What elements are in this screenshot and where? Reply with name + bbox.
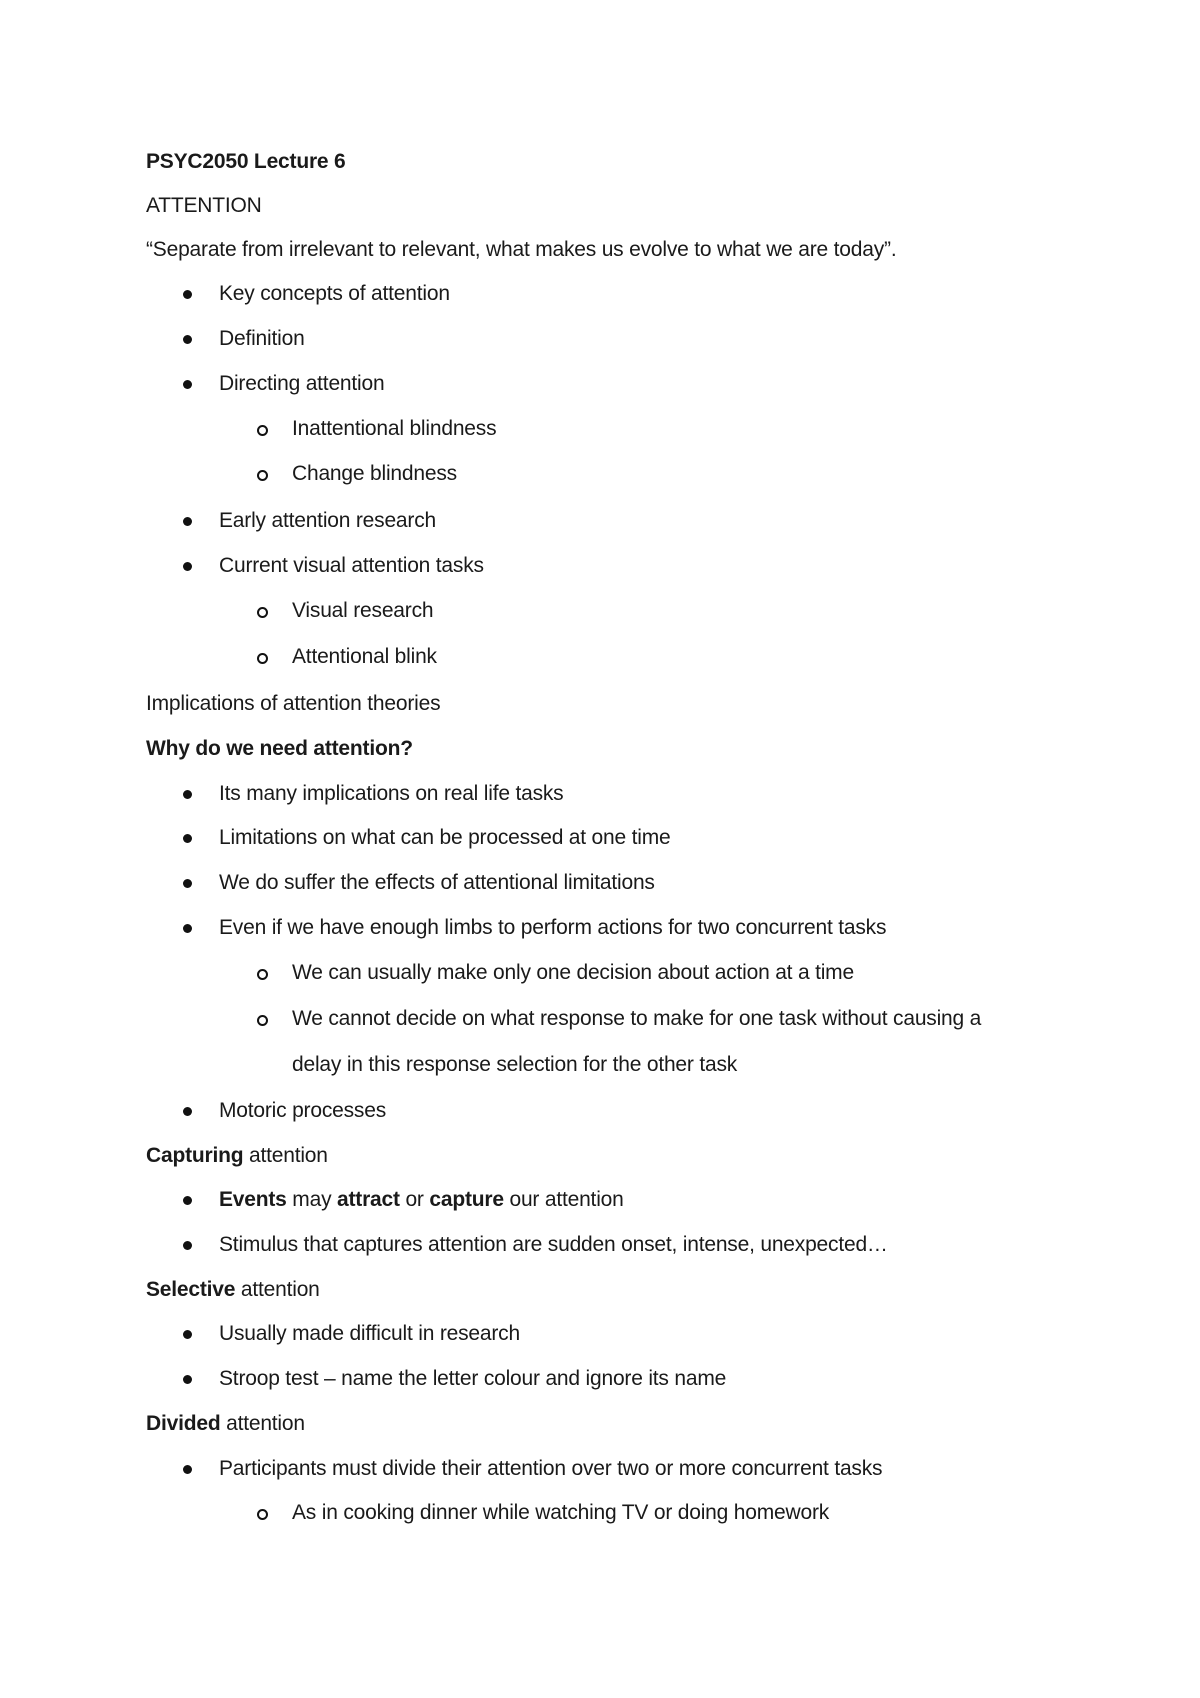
sub-bullet-icon	[257, 425, 268, 436]
sub-bullet-icon	[257, 1509, 268, 1520]
capturing-heading	[146, 1142, 328, 1170]
bullet-icon	[183, 380, 192, 389]
bullet-icon	[183, 790, 192, 799]
sub-list-item-continuation: delay in this response selection for the other task	[292, 1053, 738, 1076]
bullet-icon	[183, 1241, 192, 1250]
text-span: may	[286, 1188, 338, 1211]
bullet-icon	[183, 562, 192, 571]
list-item: Directing attention	[219, 372, 385, 395]
section-heading-attention: ATTENTION	[146, 194, 262, 217]
list-item: Usually made difficult in research	[219, 1322, 520, 1345]
bullet-icon	[183, 1196, 192, 1205]
bullet-icon	[183, 924, 192, 933]
capturing-heading-bold: Capturing	[146, 1144, 244, 1167]
list-item: Key concepts of attention	[219, 282, 450, 305]
sub-list-item: As in cooking dinner while watching TV or doing homework	[292, 1501, 830, 1524]
list-item: Motoric processes	[219, 1099, 386, 1122]
sub-bullet-icon	[257, 653, 268, 664]
list-item: Stroop test – name the letter colour and ignore its name	[219, 1367, 727, 1390]
list-item: Stimulus that captures attention are sudden onset, intense, unexpected…	[219, 1233, 888, 1256]
why-heading: Why do we need attention?	[146, 737, 413, 760]
sub-bullet-icon	[257, 607, 268, 618]
divided-heading-rest: attention	[220, 1412, 305, 1435]
text-span: our attention	[503, 1188, 624, 1211]
implications-heading: Implications of attention theories	[146, 692, 441, 715]
sub-bullet-icon	[257, 470, 268, 481]
selective-heading	[146, 1276, 320, 1304]
list-item: Limitations on what can be processed at one time	[219, 826, 671, 849]
bullet-icon	[183, 1330, 192, 1339]
sub-bullet-icon	[257, 1015, 268, 1026]
sub-list-item: We cannot decide on what response to make for one task without causing a	[292, 1007, 982, 1030]
list-item: We do suffer the effects of attentional limitations	[219, 871, 655, 894]
list-item: Definition	[219, 327, 305, 350]
bullet-icon	[183, 834, 192, 843]
list-item: Participants must divide their attention over two or more concurrent tasks	[219, 1457, 883, 1480]
list-item	[219, 1186, 624, 1214]
sub-list-item: Inattentional blindness	[292, 417, 497, 440]
list-item: Early attention research	[219, 509, 436, 532]
bullet-icon	[183, 1465, 192, 1474]
quote-text: “Separate from irrelevant to relevant, what makes us evolve to what we are today”.	[146, 238, 897, 261]
sub-bullet-icon	[257, 969, 268, 980]
selective-heading-bold: Selective	[146, 1278, 236, 1301]
sub-list-item: We can usually make only one decision about action at a time	[292, 961, 854, 984]
bullet-icon	[183, 879, 192, 888]
term-attract: attract	[337, 1188, 400, 1211]
list-item: Current visual attention tasks	[219, 554, 484, 577]
list-item: Even if we have enough limbs to perform actions for two concurrent tasks	[219, 916, 887, 939]
bullet-icon	[183, 290, 192, 299]
bullet-icon	[183, 1107, 192, 1116]
term-events: Events	[219, 1188, 287, 1211]
list-item: Its many implications on real life tasks	[219, 782, 564, 805]
document-title: PSYC2050 Lecture 6	[146, 150, 346, 173]
selective-heading-rest: attention	[235, 1278, 320, 1301]
text-span: or	[399, 1188, 430, 1211]
divided-heading	[146, 1410, 305, 1438]
bullet-icon	[183, 335, 192, 344]
sub-list-item: Attentional blink	[292, 645, 437, 668]
divided-heading-bold: Divided	[146, 1412, 221, 1435]
bullet-icon	[183, 517, 192, 526]
term-capture: capture	[429, 1188, 504, 1211]
sub-list-item: Visual research	[292, 599, 434, 622]
capturing-heading-rest: attention	[243, 1144, 328, 1167]
bullet-icon	[183, 1375, 192, 1384]
sub-list-item: Change blindness	[292, 462, 457, 485]
